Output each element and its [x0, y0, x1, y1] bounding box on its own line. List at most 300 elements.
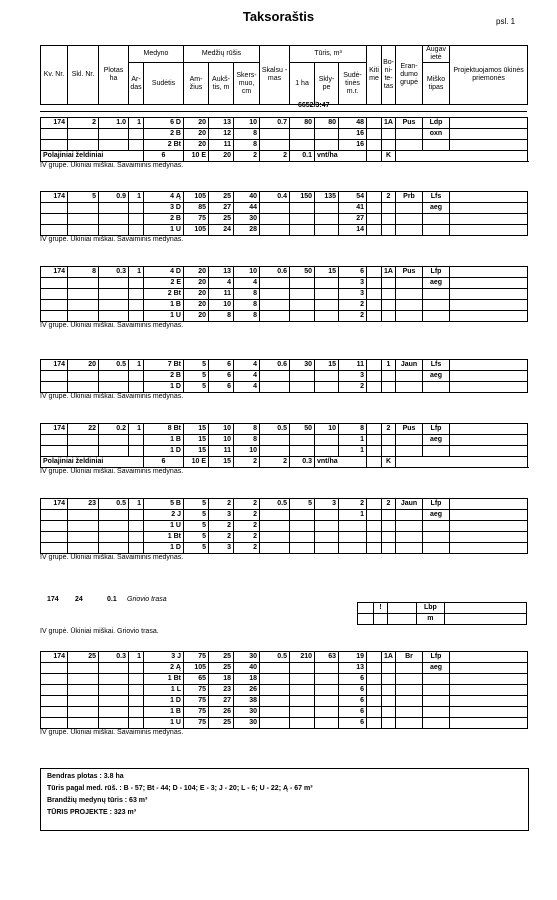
table-cell: 24	[209, 225, 234, 236]
table-cell: 135	[315, 192, 339, 203]
table-cell: 8 Bt	[144, 424, 184, 435]
table-cell: 15	[184, 446, 209, 457]
table-cell: 1	[129, 499, 144, 510]
hdr-auks: Aukš- tis, m	[209, 63, 234, 105]
table-cell	[129, 532, 144, 543]
table-cell: 25	[209, 214, 234, 225]
table-row	[41, 203, 528, 214]
ditch-cell: !	[373, 603, 388, 614]
table-cell	[382, 510, 396, 521]
understory-cell: Polajiniai želdiniai	[41, 151, 144, 162]
table-cell: 5	[184, 521, 209, 532]
table-cell	[99, 129, 129, 140]
table-cell: 5	[184, 543, 209, 554]
table-cell: 30	[290, 360, 315, 371]
table-cell	[339, 543, 367, 554]
ditch-cell	[445, 614, 527, 625]
table-cell	[382, 278, 396, 289]
table-row	[41, 267, 528, 278]
table-row	[41, 663, 528, 674]
table-cell	[290, 289, 315, 300]
table-cell	[396, 674, 423, 685]
table-row	[41, 225, 528, 236]
table-cell	[367, 203, 382, 214]
table-cell: 10	[234, 446, 260, 457]
table-cell	[290, 129, 315, 140]
table-cell: 65	[184, 674, 209, 685]
table-cell	[129, 300, 144, 311]
table-cell	[290, 674, 315, 685]
table-cell	[396, 140, 423, 151]
table-cell: 4 D	[144, 267, 184, 278]
table-cell: 3	[339, 278, 367, 289]
table-cell: 15	[184, 435, 209, 446]
table-cell: oxn	[423, 129, 450, 140]
table-cell: 6 D	[144, 118, 184, 129]
hdr-kv: Kv. Nr.	[41, 46, 68, 105]
table-cell: 20	[184, 129, 209, 140]
table-cell: 75	[184, 718, 209, 729]
table-cell	[382, 225, 396, 236]
table-cell	[99, 382, 129, 393]
table-cell	[423, 685, 450, 696]
table-cell	[396, 371, 423, 382]
table-cell	[396, 685, 423, 696]
table-cell: 3 D	[144, 203, 184, 214]
table-cell	[367, 225, 382, 236]
table-cell: aeg	[423, 663, 450, 674]
table-cell	[41, 382, 68, 393]
summary-box	[40, 768, 529, 831]
table-cell: 44	[234, 203, 260, 214]
table-cell: 0.5	[99, 360, 129, 371]
table-cell	[450, 360, 528, 371]
table-cell	[129, 289, 144, 300]
table-cell: 20	[68, 360, 99, 371]
table-cell: 1	[339, 446, 367, 457]
table-cell: 0.5	[260, 652, 290, 663]
table-cell: 2	[209, 499, 234, 510]
table-cell	[260, 663, 290, 674]
table-cell: 5	[184, 360, 209, 371]
table-cell	[339, 532, 367, 543]
document-title: Taksoraštis	[242, 9, 315, 24]
table-cell	[396, 225, 423, 236]
table-cell	[129, 382, 144, 393]
table-cell: 30	[234, 718, 260, 729]
table-cell: 25	[209, 663, 234, 674]
table-cell	[99, 532, 129, 543]
table-cell: 6	[339, 718, 367, 729]
table-cell	[41, 289, 68, 300]
table-cell	[99, 203, 129, 214]
table-cell	[396, 696, 423, 707]
table-cell: 0.3	[99, 652, 129, 663]
table-cell	[450, 685, 528, 696]
table-cell	[382, 674, 396, 685]
understory-cell: 15	[209, 457, 234, 468]
stand-table	[40, 191, 528, 236]
understory-cell: 2	[260, 151, 290, 162]
table-cell: 27	[339, 214, 367, 225]
table-cell: 20	[184, 140, 209, 151]
table-row	[41, 118, 528, 129]
table-cell	[367, 718, 382, 729]
table-cell	[382, 543, 396, 554]
table-cell	[41, 685, 68, 696]
table-cell	[260, 371, 290, 382]
table-cell: 4	[234, 360, 260, 371]
table-cell	[129, 663, 144, 674]
table-cell	[367, 696, 382, 707]
table-cell	[396, 278, 423, 289]
table-cell: 27	[209, 696, 234, 707]
table-row	[41, 652, 528, 663]
table-cell	[382, 707, 396, 718]
table-row	[41, 289, 528, 300]
table-cell	[367, 685, 382, 696]
table-cell: 2	[234, 510, 260, 521]
table-cell	[260, 278, 290, 289]
ditch-cell	[358, 614, 374, 625]
table-cell	[423, 543, 450, 554]
table-cell	[68, 435, 99, 446]
table-cell: 105	[184, 663, 209, 674]
table-cell: 1 B	[144, 300, 184, 311]
table-cell: aeg	[423, 203, 450, 214]
stand-table	[40, 423, 528, 468]
table-cell	[129, 140, 144, 151]
table-cell: 1 D	[144, 543, 184, 554]
table-cell: 30	[234, 707, 260, 718]
table-cell	[290, 300, 315, 311]
table-cell	[129, 371, 144, 382]
table-cell	[423, 225, 450, 236]
table-cell: Br	[396, 652, 423, 663]
table-cell	[260, 718, 290, 729]
table-cell	[41, 311, 68, 322]
table-cell: 0.5	[260, 499, 290, 510]
table-row	[41, 543, 528, 554]
table-cell: 12	[209, 129, 234, 140]
table-cell	[382, 685, 396, 696]
table-cell: 1	[129, 424, 144, 435]
header-table	[40, 45, 528, 105]
table-cell	[423, 532, 450, 543]
table-cell: Ldp	[423, 118, 450, 129]
table-cell	[382, 435, 396, 446]
table-cell: 2 B	[144, 371, 184, 382]
table-cell	[68, 214, 99, 225]
table-cell	[260, 521, 290, 532]
table-cell: 2 J	[144, 510, 184, 521]
table-cell	[396, 289, 423, 300]
table-cell: 105	[184, 225, 209, 236]
table-row	[41, 446, 528, 457]
table-cell	[367, 707, 382, 718]
table-cell	[99, 718, 129, 729]
table-cell	[315, 382, 339, 393]
table-cell: 5	[68, 192, 99, 203]
table-cell: Lfs	[423, 360, 450, 371]
table-cell: aeg	[423, 510, 450, 521]
table-cell	[68, 140, 99, 151]
table-cell: 7 Bt	[144, 360, 184, 371]
table-cell: 2	[382, 192, 396, 203]
table-cell	[367, 192, 382, 203]
hdr-skalsumas: Skalsu - mas	[260, 46, 290, 105]
table-row	[41, 129, 528, 140]
table-cell	[290, 278, 315, 289]
table-cell	[41, 674, 68, 685]
table-cell: 2	[382, 499, 396, 510]
group-note: IV grupė. Ūkiniai miškai. Savaiminis medynas.	[40, 236, 184, 243]
table-cell	[382, 696, 396, 707]
hdr-amzius: Am- žius	[184, 63, 209, 105]
table-cell: 50	[290, 267, 315, 278]
understory-cell	[396, 151, 528, 162]
table-cell: 23	[209, 685, 234, 696]
table-cell: 0.2	[99, 424, 129, 435]
table-cell: 1A	[382, 652, 396, 663]
table-cell: 1	[129, 267, 144, 278]
ditch-field: 24	[75, 596, 83, 603]
table-cell	[315, 718, 339, 729]
table-cell	[396, 435, 423, 446]
table-cell: 13	[209, 118, 234, 129]
table-cell: 26	[234, 685, 260, 696]
table-cell: 0.6	[260, 360, 290, 371]
table-cell	[99, 510, 129, 521]
table-cell	[99, 685, 129, 696]
table-cell	[382, 311, 396, 322]
understory-cell: 10 E	[184, 457, 209, 468]
table-cell: 2	[339, 300, 367, 311]
table-cell	[367, 446, 382, 457]
table-cell	[68, 707, 99, 718]
table-cell: 4 Ą	[144, 192, 184, 203]
table-cell: 0.7	[260, 118, 290, 129]
table-cell: 1	[339, 510, 367, 521]
table-cell	[396, 532, 423, 543]
ditch-field: Griovio trasa	[127, 596, 167, 603]
table-cell	[382, 203, 396, 214]
understory-cell: vnt/ha	[315, 457, 367, 468]
table-cell	[396, 707, 423, 718]
table-cell: Pus	[396, 267, 423, 278]
hdr-sklype: Skly- pe	[315, 63, 339, 105]
table-cell: 2	[68, 118, 99, 129]
table-cell: 1 U	[144, 225, 184, 236]
table-cell: 8	[68, 267, 99, 278]
understory-cell	[367, 151, 382, 162]
table-cell: aeg	[423, 278, 450, 289]
hdr-medyno: Medyno	[129, 46, 184, 63]
table-cell	[129, 311, 144, 322]
table-cell	[68, 289, 99, 300]
table-cell: 25	[68, 652, 99, 663]
table-cell: 4	[209, 278, 234, 289]
table-cell	[260, 129, 290, 140]
table-cell	[450, 707, 528, 718]
understory-cell: 6	[144, 457, 184, 468]
table-cell	[396, 382, 423, 393]
table-cell	[260, 382, 290, 393]
table-cell	[450, 382, 528, 393]
table-cell	[260, 510, 290, 521]
table-cell: 25	[209, 718, 234, 729]
table-cell: 6	[339, 707, 367, 718]
table-cell: 18	[234, 674, 260, 685]
table-cell: 16	[339, 129, 367, 140]
table-cell	[382, 382, 396, 393]
table-cell: 1 B	[144, 435, 184, 446]
table-cell	[290, 225, 315, 236]
table-cell	[423, 382, 450, 393]
table-cell	[99, 543, 129, 554]
table-cell	[367, 424, 382, 435]
table-cell	[315, 707, 339, 718]
table-cell: 48	[339, 118, 367, 129]
group-note: IV grupė. Ūkiniai miškai. Savaiminis medynas.	[40, 162, 184, 169]
table-cell	[382, 718, 396, 729]
table-cell	[367, 129, 382, 140]
table-cell: 40	[234, 192, 260, 203]
hdr-sudetis: Sudėtis	[144, 63, 184, 105]
table-cell: 10	[234, 118, 260, 129]
table-cell: 11	[209, 446, 234, 457]
page-number: psl. 1	[496, 17, 516, 26]
table-cell: 75	[184, 696, 209, 707]
table-cell: 1 L	[144, 685, 184, 696]
table-cell	[382, 214, 396, 225]
group-note: IV grupė. Ūkiniai miškai. Savaiminis medynas.	[40, 393, 184, 400]
table-row	[41, 685, 528, 696]
table-cell	[99, 225, 129, 236]
table-cell: 2 Ą	[144, 663, 184, 674]
table-cell	[129, 278, 144, 289]
table-cell: 1 Bt	[144, 532, 184, 543]
table-cell	[450, 543, 528, 554]
table-cell	[41, 214, 68, 225]
table-cell	[367, 360, 382, 371]
table-cell	[382, 371, 396, 382]
table-cell: 1 D	[144, 382, 184, 393]
understory-cell: K	[382, 457, 396, 468]
table-cell: 2	[209, 532, 234, 543]
table-cell	[382, 300, 396, 311]
table-cell: 5	[184, 510, 209, 521]
table-cell: 23	[68, 499, 99, 510]
table-cell: 30	[234, 652, 260, 663]
table-cell	[260, 446, 290, 457]
table-cell: 1 Bt	[144, 674, 184, 685]
table-cell	[260, 225, 290, 236]
table-cell: 4	[234, 382, 260, 393]
table-cell: 15	[184, 424, 209, 435]
table-cell: 8	[339, 424, 367, 435]
table-cell: 25	[209, 192, 234, 203]
table-cell	[129, 543, 144, 554]
table-cell: Prb	[396, 192, 423, 203]
understory-cell: 10 E	[184, 151, 209, 162]
table-cell	[423, 311, 450, 322]
table-cell: 8	[234, 424, 260, 435]
table-cell	[99, 674, 129, 685]
table-cell: 13	[339, 663, 367, 674]
table-cell	[41, 718, 68, 729]
table-cell	[290, 435, 315, 446]
table-cell	[423, 707, 450, 718]
table-cell	[450, 663, 528, 674]
table-cell	[367, 311, 382, 322]
table-cell: 16	[339, 140, 367, 151]
table-cell	[315, 543, 339, 554]
table-cell: 8	[234, 289, 260, 300]
table-row	[41, 278, 528, 289]
table-cell: 8	[234, 129, 260, 140]
table-row	[41, 371, 528, 382]
table-cell: 2	[234, 521, 260, 532]
ditch-cell	[388, 603, 416, 614]
table-cell: 41	[339, 203, 367, 214]
table-cell	[315, 674, 339, 685]
table-cell	[99, 214, 129, 225]
table-cell: 5 B	[144, 499, 184, 510]
table-cell: 3	[339, 289, 367, 300]
table-cell	[382, 140, 396, 151]
table-cell	[41, 510, 68, 521]
table-cell	[260, 300, 290, 311]
stand-table	[40, 117, 528, 162]
table-cell	[41, 140, 68, 151]
table-row	[41, 510, 528, 521]
table-cell	[290, 696, 315, 707]
group-note: IV grupė. Ūkiniai miškai. Griovio trasa.	[40, 628, 159, 635]
table-cell	[290, 543, 315, 554]
table-cell: 2	[339, 382, 367, 393]
stand-table	[40, 266, 528, 322]
table-cell	[290, 521, 315, 532]
understory-cell: 0.1	[290, 151, 315, 162]
understory-cell: Polajiniai želdiniai	[41, 457, 144, 468]
table-cell: 10	[209, 300, 234, 311]
table-cell	[367, 510, 382, 521]
hdr-erandumo: Eran- dumo grupė	[396, 46, 423, 105]
table-cell: 1A	[382, 118, 396, 129]
table-cell	[367, 543, 382, 554]
table-cell: 30	[234, 214, 260, 225]
table-cell	[396, 129, 423, 140]
table-cell	[99, 521, 129, 532]
table-cell: 15	[315, 267, 339, 278]
table-cell: 4	[234, 371, 260, 382]
parcel-code: 6652/3:47	[298, 102, 330, 109]
hdr-skl: Skl. Nr.	[68, 46, 99, 105]
table-cell: 1	[129, 192, 144, 203]
ditch-cell	[388, 614, 416, 625]
table-cell: 0.5	[260, 424, 290, 435]
hdr-projektuojamos: Projektuojamos ūkinės priemonės	[450, 46, 528, 105]
table-cell	[396, 718, 423, 729]
ditch-field: 0.1	[107, 596, 117, 603]
table-cell	[450, 278, 528, 289]
table-cell	[423, 718, 450, 729]
table-cell: 85	[184, 203, 209, 214]
table-cell	[450, 435, 528, 446]
table-cell	[315, 521, 339, 532]
table-cell: 20	[184, 278, 209, 289]
